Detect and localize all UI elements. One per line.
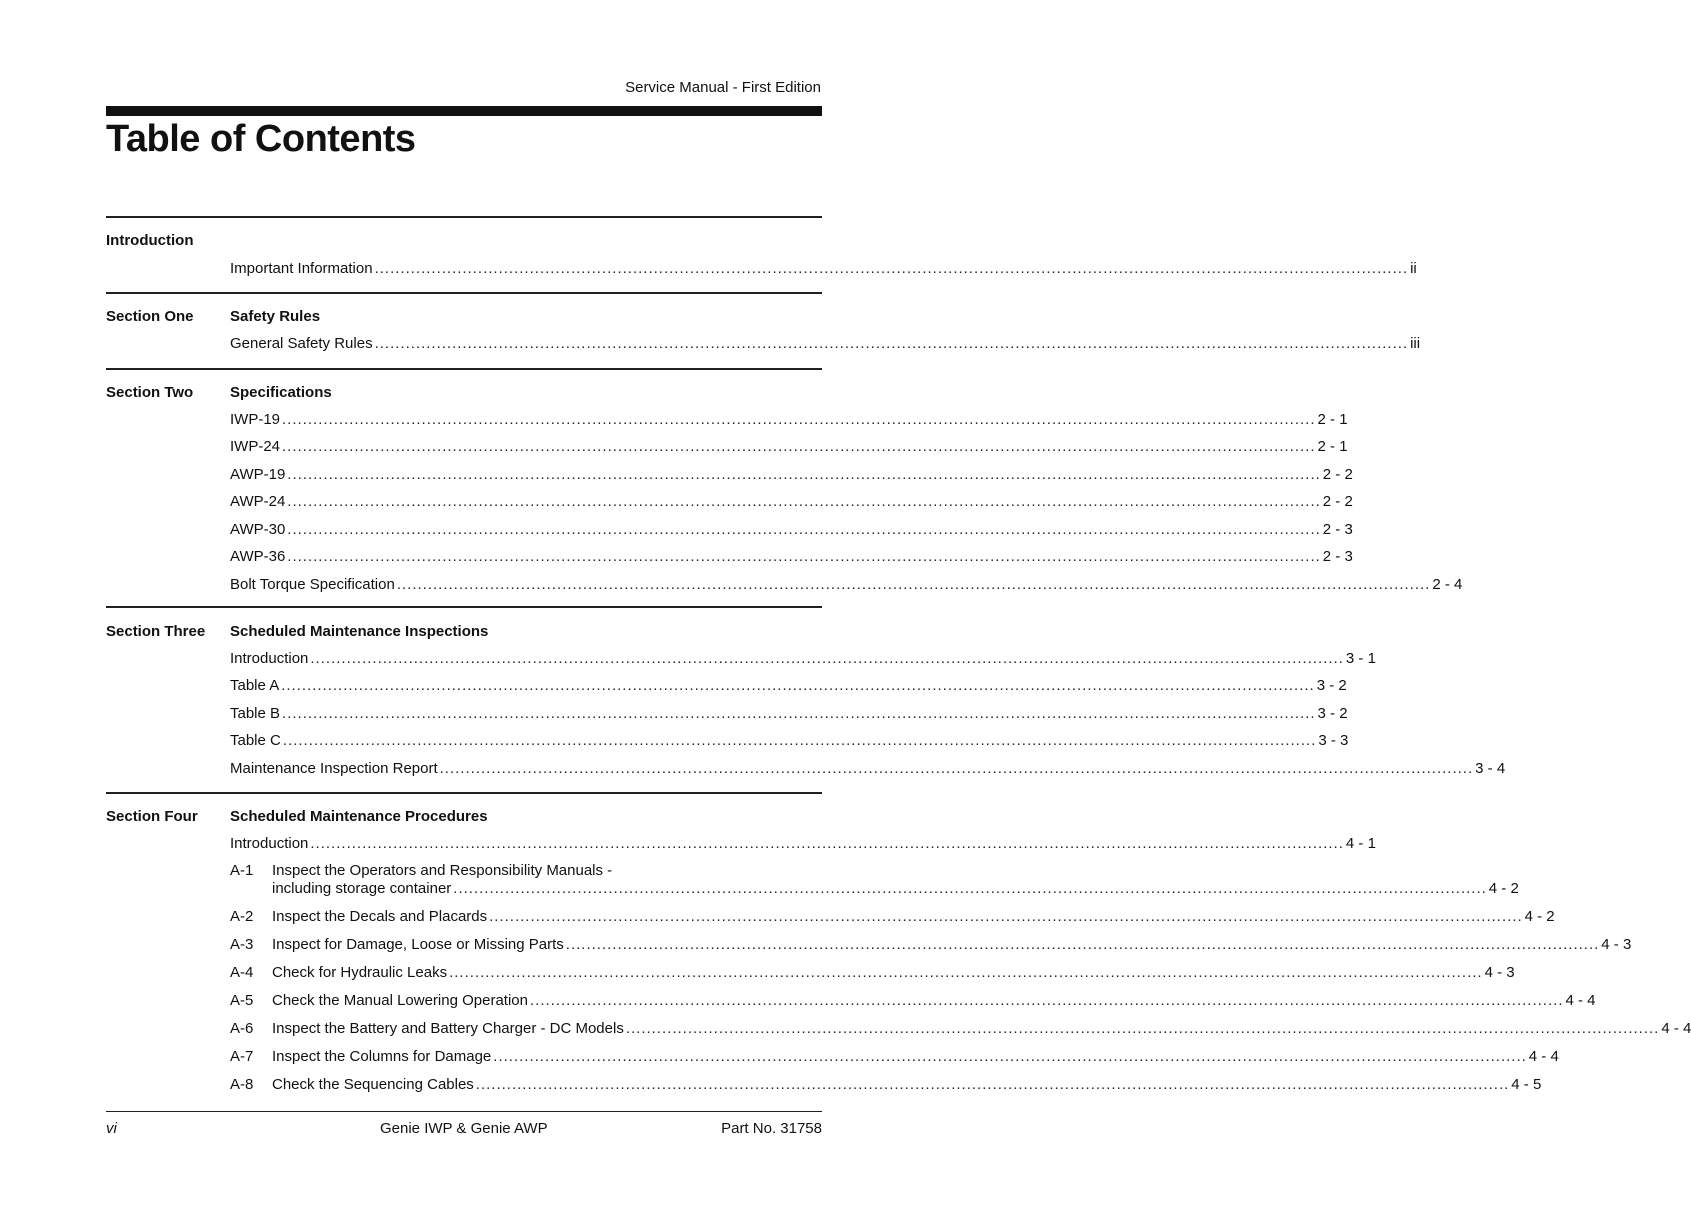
entry-page: 4 - 1 xyxy=(1345,835,1376,852)
entry-page: iii xyxy=(1410,335,1421,352)
procedure-number: A-4 xyxy=(230,964,254,981)
entry-title: Introduction xyxy=(230,650,309,667)
section-label: Introduction xyxy=(106,232,194,249)
section-introduction xyxy=(106,216,1417,294)
section-heading: Specifications xyxy=(230,384,332,401)
entry-title: Bolt Torque Specification xyxy=(230,576,395,593)
entry-title: Important Information xyxy=(230,260,373,277)
entry-page: 3 - 2 xyxy=(1316,677,1347,694)
toc-entry[interactable] xyxy=(230,548,1353,568)
section-heading: Scheduled Maintenance Procedures xyxy=(230,808,488,825)
entry-title: Inspect the Battery and Battery Charger - DC Models xyxy=(272,1020,624,1037)
footer-product: Genie IWP & Genie AWP xyxy=(380,1120,548,1137)
page-title: Table of Contents xyxy=(106,118,416,160)
toc-entry[interactable] xyxy=(230,908,1555,928)
dot-leader: ........................................................................................................................................................................................................ xyxy=(287,548,1321,565)
dot-leader: ........................................................................................................................................................................................................ xyxy=(374,335,1409,352)
section-label: Section Three xyxy=(106,623,206,640)
entry-page: 2 - 1 xyxy=(1317,411,1348,428)
entry-page: 4 - 2 xyxy=(1488,880,1519,897)
section-two xyxy=(106,368,1463,608)
procedure-number: A-2 xyxy=(230,908,254,925)
procedure-number: A-8 xyxy=(230,1076,254,1093)
section-label: Section Two xyxy=(106,384,194,401)
entry-title: Table C xyxy=(230,732,281,749)
entry-title: Inspect the Decals and Placards xyxy=(272,908,488,925)
toc-entry[interactable] xyxy=(230,835,1376,855)
toc-entry[interactable] xyxy=(230,705,1348,725)
dot-leader: ........................................................................................................................................................................................................ xyxy=(565,936,1600,953)
entry-page: 4 - 4 xyxy=(1661,1020,1691,1037)
entry-title: Check the Manual Lowering Operation xyxy=(272,992,528,1009)
entry-page: 4 - 3 xyxy=(1601,936,1632,953)
dot-leader: ........................................................................................................................................................................................................ xyxy=(489,908,1523,925)
toc-entry[interactable] xyxy=(230,493,1353,513)
page-number: vi xyxy=(106,1120,117,1137)
entry-title: Table A xyxy=(230,677,280,694)
toc-entry[interactable] xyxy=(230,677,1347,697)
dot-leader: ........................................................................................................................................................................................................ xyxy=(453,880,1487,897)
entry-page: 4 - 5 xyxy=(1511,1076,1542,1093)
entry-title-continued: including storage container xyxy=(272,880,452,897)
toc-entry[interactable] xyxy=(230,1020,1691,1040)
toc-entry[interactable] xyxy=(230,1076,1542,1096)
section-four xyxy=(106,792,1691,1104)
section-label: Section Four xyxy=(106,808,198,825)
toc-entry[interactable] xyxy=(230,576,1463,596)
toc-entry[interactable] xyxy=(230,411,1348,431)
section-heading: Safety Rules xyxy=(230,308,321,325)
dot-leader: ........................................................................................................................................................................................................ xyxy=(282,732,1317,749)
entry-title: Check the Sequencing Cables xyxy=(272,1076,474,1093)
entry-title: General Safety Rules xyxy=(230,335,373,352)
section-label: Section One xyxy=(106,308,194,325)
dot-leader: ........................................................................................................................................................................................................ xyxy=(282,411,1316,428)
dot-leader: ........................................................................................................................................................................................................ xyxy=(282,438,1316,455)
procedure-number: A-3 xyxy=(230,936,254,953)
toc-entry[interactable] xyxy=(230,992,1596,1012)
entry-title: Inspect the Columns for Damage xyxy=(272,1048,492,1065)
entry-page: 2 - 3 xyxy=(1322,521,1353,538)
entry-title: Inspect for Damage, Loose or Missing Parts xyxy=(272,936,564,953)
dot-leader: ........................................................................................................................................................................................................ xyxy=(396,576,1431,593)
entry-page: ii xyxy=(1410,260,1417,277)
entry-title: Inspect the Operators and Responsibility Manuals - xyxy=(272,862,613,879)
dot-leader: ........................................................................................................................................................................................................ xyxy=(625,1020,1660,1037)
entry-title: AWP-30 xyxy=(230,521,286,538)
entry-page: 2 - 1 xyxy=(1317,438,1348,455)
dot-leader: ........................................................................................................................................................................................................ xyxy=(475,1076,1510,1093)
section-one xyxy=(106,292,1421,370)
procedure-number: A-7 xyxy=(230,1048,254,1065)
toc-entry[interactable] xyxy=(230,260,1417,280)
entry-title: IWP-19 xyxy=(230,411,281,428)
dot-leader: ........................................................................................................................................................................................................ xyxy=(493,1048,1527,1065)
entry-title: AWP-24 xyxy=(230,493,286,510)
footer-part-number: Part No. 31758 xyxy=(721,1120,822,1137)
entry-page: 3 - 3 xyxy=(1318,732,1349,749)
toc-entry[interactable] xyxy=(230,862,822,882)
dot-leader: ........................................................................................................................................................................................................ xyxy=(374,260,1409,277)
entry-title: AWP-36 xyxy=(230,548,286,565)
entry-page: 4 - 3 xyxy=(1484,964,1515,981)
entry-title: Maintenance Inspection Report xyxy=(230,760,438,777)
dot-leader: ........................................................................................................................................................................................................ xyxy=(287,521,1321,538)
dot-leader: ........................................................................................................................................................................................................ xyxy=(310,835,1344,852)
entry-title: AWP-19 xyxy=(230,466,286,483)
dot-leader: ........................................................................................................................................................................................................ xyxy=(287,493,1321,510)
entry-title: IWP-24 xyxy=(230,438,281,455)
running-header: Service Manual - First Edition xyxy=(625,79,821,96)
dot-leader: ........................................................................................................................................................................................................ xyxy=(282,705,1316,722)
procedure-number: A-6 xyxy=(230,1020,254,1037)
section-three xyxy=(106,606,1506,794)
entry-page: 3 - 1 xyxy=(1345,650,1376,667)
entry-page: 2 - 3 xyxy=(1322,548,1353,565)
toc-entry[interactable] xyxy=(230,732,1349,752)
entry-title: Check for Hydraulic Leaks xyxy=(272,964,448,981)
dot-leader: ........................................................................................................................................................................................................ xyxy=(281,677,1315,694)
procedure-number: A-1 xyxy=(230,862,254,879)
dot-leader: ........................................................................................................................................................................................................ xyxy=(439,760,1474,777)
toc-entry[interactable] xyxy=(230,466,1353,486)
toc-entry-continuation[interactable] xyxy=(272,880,1519,900)
toc-entry[interactable] xyxy=(230,650,1376,670)
procedure-number: A-5 xyxy=(230,992,254,1009)
toc-entry[interactable] xyxy=(230,438,1348,458)
toc-entry[interactable] xyxy=(230,521,1353,541)
entry-page: 2 - 2 xyxy=(1322,466,1353,483)
toc-entry[interactable] xyxy=(230,936,1632,956)
entry-page: 2 - 4 xyxy=(1432,576,1463,593)
dot-leader: ........................................................................................................................................................................................................ xyxy=(449,964,1483,981)
toc-entry[interactable] xyxy=(230,1048,1559,1068)
toc-entry[interactable] xyxy=(230,335,1421,355)
toc-entry[interactable] xyxy=(230,760,1506,780)
entry-page: 2 - 2 xyxy=(1322,493,1353,510)
entry-title: Introduction xyxy=(230,835,309,852)
footer-rule xyxy=(106,1111,822,1112)
entry-title: Table B xyxy=(230,705,281,722)
section-heading: Scheduled Maintenance Inspections xyxy=(230,623,489,640)
header-rule xyxy=(106,106,822,116)
entry-page: 4 - 4 xyxy=(1565,992,1596,1009)
dot-leader: ........................................................................................................................................................................................................ xyxy=(529,992,1564,1009)
entry-page: 3 - 2 xyxy=(1317,705,1348,722)
toc-entry[interactable] xyxy=(230,964,1515,984)
entry-page: 3 - 4 xyxy=(1475,760,1506,777)
entry-page: 4 - 2 xyxy=(1524,908,1555,925)
entry-page: 4 - 4 xyxy=(1528,1048,1559,1065)
dot-leader: ........................................................................................................................................................................................................ xyxy=(310,650,1344,667)
dot-leader: ........................................................................................................................................................................................................ xyxy=(287,466,1321,483)
